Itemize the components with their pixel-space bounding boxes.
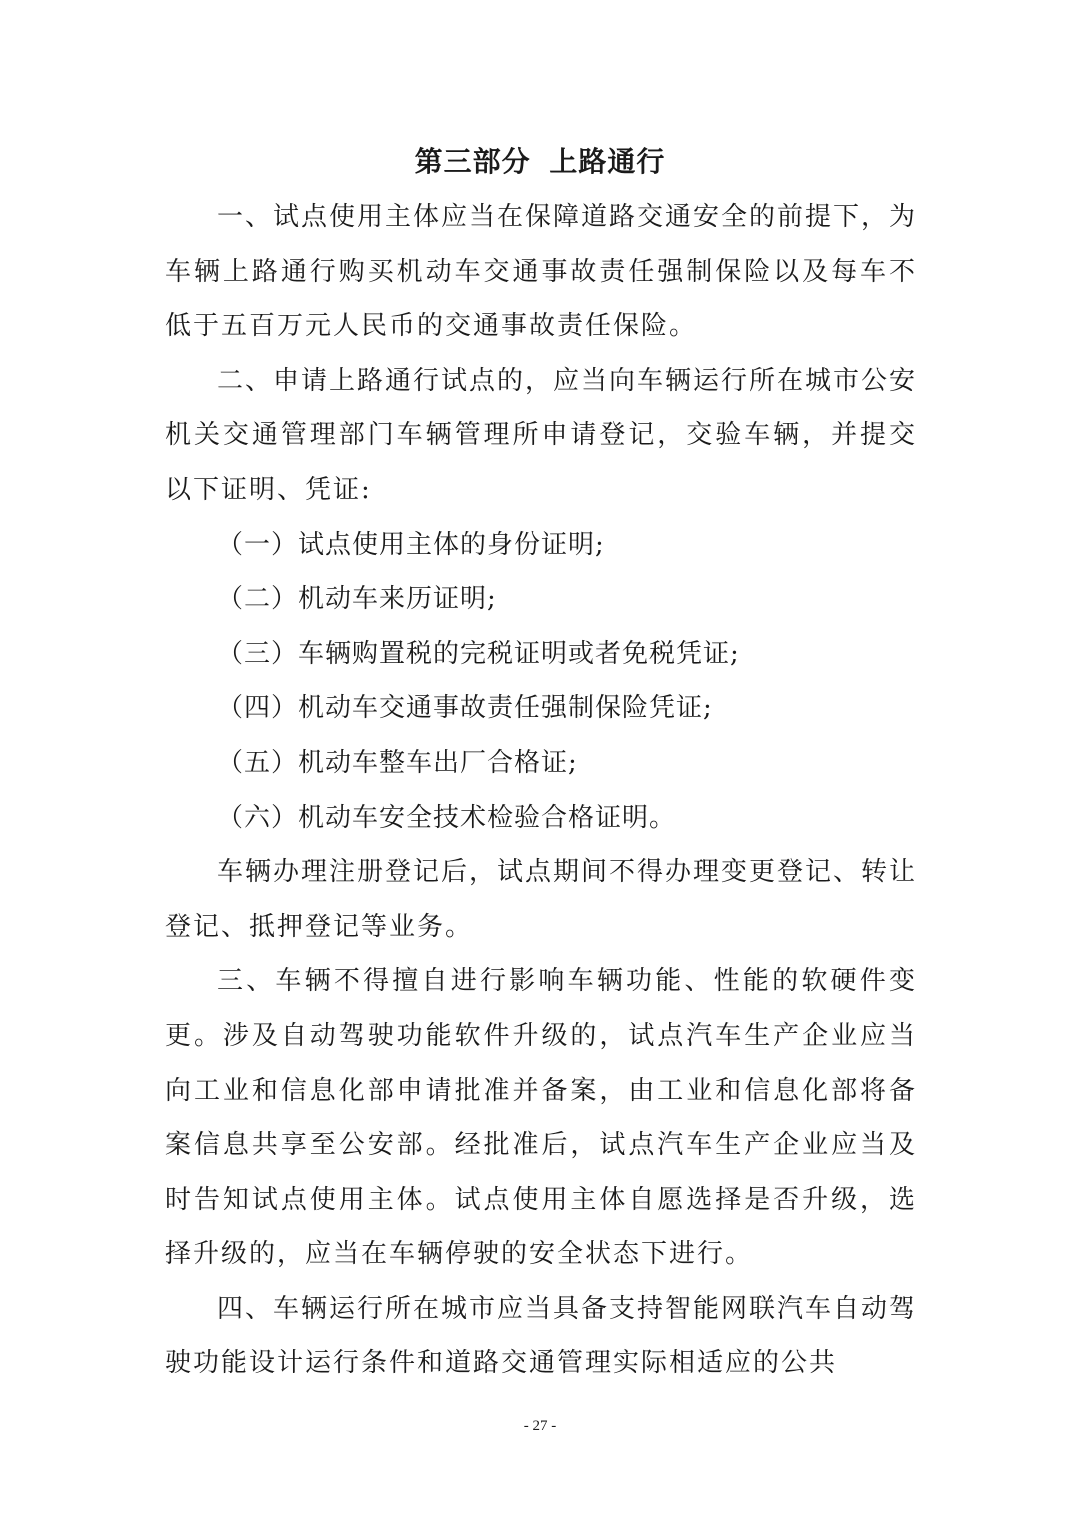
paragraph-3: 车辆办理注册登记后，试点期间不得办理变更登记、转让登记、抵押登记等业务。 <box>165 857 918 942</box>
list-item-4: （四）机动车交通事故责任强制保险凭证; <box>217 693 713 724</box>
list-item-2: （二）机动车来历证明; <box>217 584 497 615</box>
list-item-3: （三）车辆购置税的完税证明或者免税凭证; <box>217 638 740 669</box>
list-item-5: （五）机动车整车出厂合格证; <box>217 747 578 778</box>
paragraph-1: 一、试点使用主体应当在保障道路交通安全的前提下，为车辆上路通行购买机动车交通事故责任强制保险以及每车不低于五百万元人民币的交通事故责任保险。 <box>165 202 918 342</box>
page-number: - 27 - <box>523 1418 557 1434</box>
document-body <box>165 190 917 1391</box>
section-title: 第三部分 上路通行 <box>414 145 666 178</box>
list-item-1: （一）试点使用主体的身份证明; <box>217 529 605 560</box>
list-item-6: （六）机动车安全技术检验合格证明。 <box>217 802 677 833</box>
paragraph-4: 三、车辆不得擅自进行影响车辆功能、性能的软硬件变更。涉及自动驾驶功能软件升级的，试点汽车生产企业应当向工业和信息化部申请批准并备案，由工业和信息化部将备案信息共享至公安部。经批准后，试点汽车生产企业应当及时告知试点使用主体。试点使用主体自愿选择是否升级，选择升级的，应当在车辆停驶的安全状态下进行。 <box>165 966 917 1270</box>
paragraph-2: 二、申请上路通行试点的，应当向车辆运行所在城市公安机关交通管理部门车辆管理所申请登记，交验车辆，并提交以下证明、凭证: <box>165 365 918 505</box>
paragraph-5: 四、车辆运行所在城市应当具备支持智能网联汽车自动驾驶功能设计运行条件和道路交通管理实际相适应的公共 <box>165 1293 918 1379</box>
